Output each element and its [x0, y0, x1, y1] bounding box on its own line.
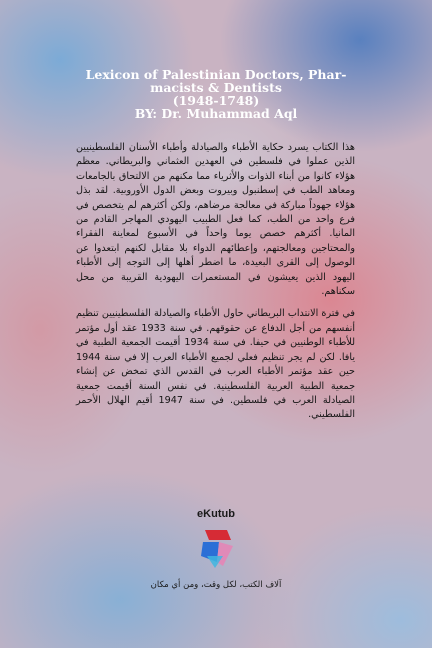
blurb-paragraph: هذا الكتاب يسرد حكاية الأطباء والصيادلة وأطباء الأسنان الفلسطينيين الذين عملوا في فلسطين في العهدين العثماني والبريطاني. معظم هؤلاء كانوا من أبناء الذوات والأثرياء مما مكنهم من الالتحاق بالجامعات ومعاهد الطب في إسطنبول وبيروت وبعض الدول الأوروبية. لقد بذل هؤلاء جهوداً مباركة في معالجة مرضاهم، ولكن أكثرهم لم يتخصص في فرع واحد من الطب، كما فعل الطبيب اليهودي المهاجر القادم من المانيا. أكثرهم خصص يوما واحداً في الأسبوع لمعاينة الفقراء والمحتاجين ومعالجتهم، وإعطائهم الدواء بلا مقابل لكنهم ابتعدوا عن الوصول إلى القرى البعيدة، ما اضطر أهلها إلى التوجه إلى الأطباء اليهود الذين يعيشون في المستعمرات اليهودية القريبة من محل سكناهم.: [76, 142, 355, 298]
publisher-name: eKutub: [197, 508, 235, 520]
title-line: Lexicon of Palestinian Doctors, Phar-: [85, 67, 347, 82]
ekutub-logo-icon: [197, 526, 235, 570]
title-author-line: BY: Dr. Muhammad Aql: [134, 106, 298, 121]
blurb-text: [76, 141, 355, 423]
blurb-paragraph: في فترة الانتداب البريطاني حاول الأطباء والصيادلة الفلسطينيين تنظيم أنفسهم من أجل الدفاع عن حقوقهم. في سنة 1933 عقد أول مؤتمر للأطباء الوطنيين في حيفا. في سنة 1934 أقيمت الجمعية الطبية في يافا. لكن لم يجر تنظيم فعلي لجميع الأطباء العرب إلا في سنة 1944 حين عقد مؤتمر الأطباء العرب في القدس الذي تمخض عن إنشاء جمعية الطبية العربية الفلسطينية. في نفس السنة أقيمت جمعية الصيادلة العرب في فلسطين. في سنة 1947 أقيم الهلال الأحمر الفلسطيني.: [76, 308, 356, 421]
book-title: [60, 68, 372, 120]
publisher-slogan: آلاف الكتب، لكل وقت، ومن أي مكان: [150, 580, 282, 590]
title-line: (1948-1748): [172, 93, 260, 108]
title-line: macists & Dentists: [150, 80, 282, 95]
